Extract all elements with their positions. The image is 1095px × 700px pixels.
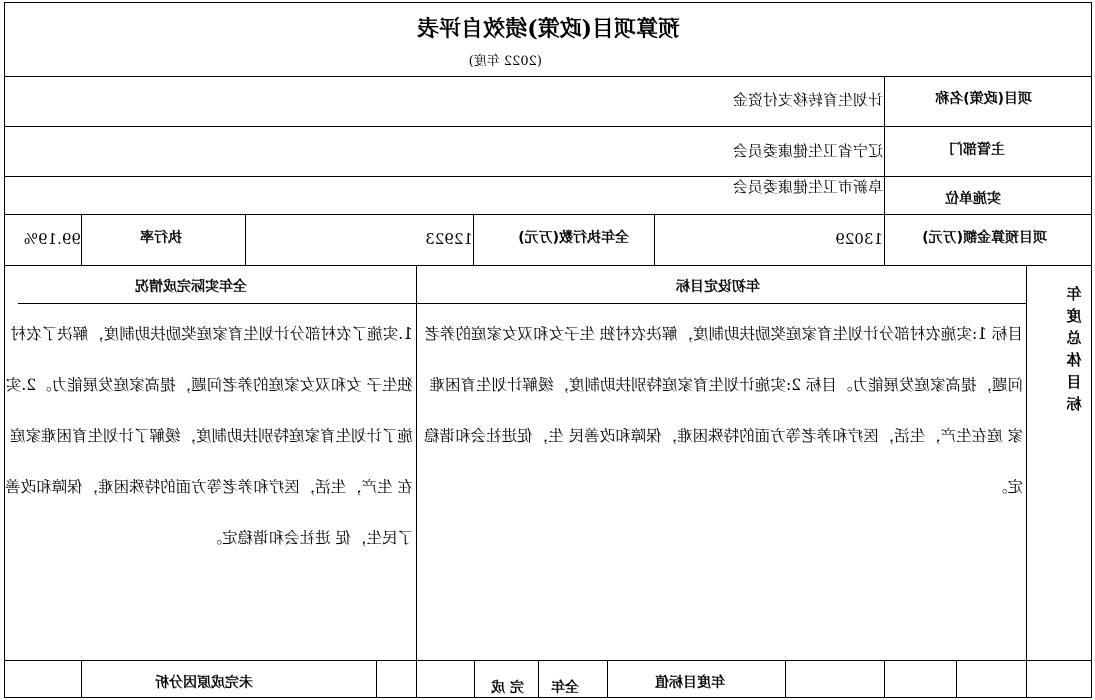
border-bottom bbox=[4, 697, 1092, 698]
rule bbox=[18, 303, 1027, 304]
department-label: 主管部门 bbox=[949, 142, 1005, 158]
project-name-label: 项目(政策)名称 bbox=[935, 91, 1032, 107]
budget-total-label: 项目预算金额(万元) bbox=[922, 230, 1047, 246]
rule bbox=[81, 214, 82, 265]
full-year-label: 全年 bbox=[551, 680, 579, 696]
rule bbox=[4, 176, 1092, 177]
actual-result-header: 全年实际完成情况 bbox=[135, 279, 247, 295]
goal-side-label: 年度总体目标 bbox=[1066, 285, 1082, 413]
planned-goal-text: 目标 1:实施农村部分计划生育家庭奖励扶助制度，解决农村独 生子女和双女家庭的养老问题，提高家庭发展能力。目标 2:实施计划生育家庭特别扶助制度，缓解计划生育困难家 庭在生产，生活，医疗和养老等方面的特殊困难，保障和改善民 生，促进社会和谐稳定。 bbox=[424, 325, 1023, 496]
page-subtitle: (2022 年度) bbox=[468, 54, 542, 69]
rate-value: 99.19% bbox=[23, 230, 81, 248]
rule bbox=[245, 214, 246, 265]
rule bbox=[1026, 265, 1027, 698]
rule bbox=[4, 660, 1092, 661]
rule bbox=[884, 76, 885, 265]
rule bbox=[654, 214, 655, 265]
rule bbox=[81, 660, 82, 698]
border-left bbox=[1091, 2, 1092, 698]
done-label: 完 成 bbox=[491, 680, 524, 696]
rule bbox=[538, 660, 539, 698]
rule bbox=[785, 660, 786, 698]
rule bbox=[956, 660, 957, 698]
rule bbox=[474, 660, 475, 698]
page-title: 预算项目(政策)绩效自评表 bbox=[417, 16, 680, 42]
rule bbox=[4, 214, 1092, 215]
executed-label: 全年执行数(万元) bbox=[518, 230, 629, 246]
rule bbox=[4, 126, 1092, 127]
rule bbox=[376, 660, 377, 698]
budget-total-value: 13029 bbox=[835, 230, 883, 248]
planned-goal-header: 年初设定目标 bbox=[676, 279, 760, 295]
unit-value: 阜新市卫生健康委员会 bbox=[732, 178, 883, 196]
actual-result-text: 1.实施了农村部分计划生育家庭奖励扶助制度，解决了农村独生子 女和双女家庭的养老问题，提高家庭发展能力。2.实施了计划生育家庭特别扶助制度，缓解了计划生育困难家庭在 生产，生活，医疗和养老等方面的特殊困难，保障和改善了民生，促 进社会和谐稳定。 bbox=[5, 325, 413, 547]
reason-label: 未完成原因分析 bbox=[155, 675, 253, 691]
rule bbox=[884, 660, 885, 698]
rule bbox=[416, 265, 417, 698]
rate-label: 执行率 bbox=[140, 230, 182, 246]
rule bbox=[473, 214, 474, 265]
rule bbox=[4, 265, 1092, 266]
border-top bbox=[4, 2, 1092, 3]
annual-target-label: 年度目标值 bbox=[655, 675, 725, 691]
rule bbox=[4, 76, 1092, 77]
rule bbox=[607, 660, 608, 698]
executed-value: 12923 bbox=[425, 230, 473, 248]
unit-label: 实施单位 bbox=[945, 191, 1001, 207]
project-name-value: 计划生育转移支付资金 bbox=[732, 91, 883, 109]
department-value: 辽宁省卫生健康委员会 bbox=[732, 142, 883, 160]
